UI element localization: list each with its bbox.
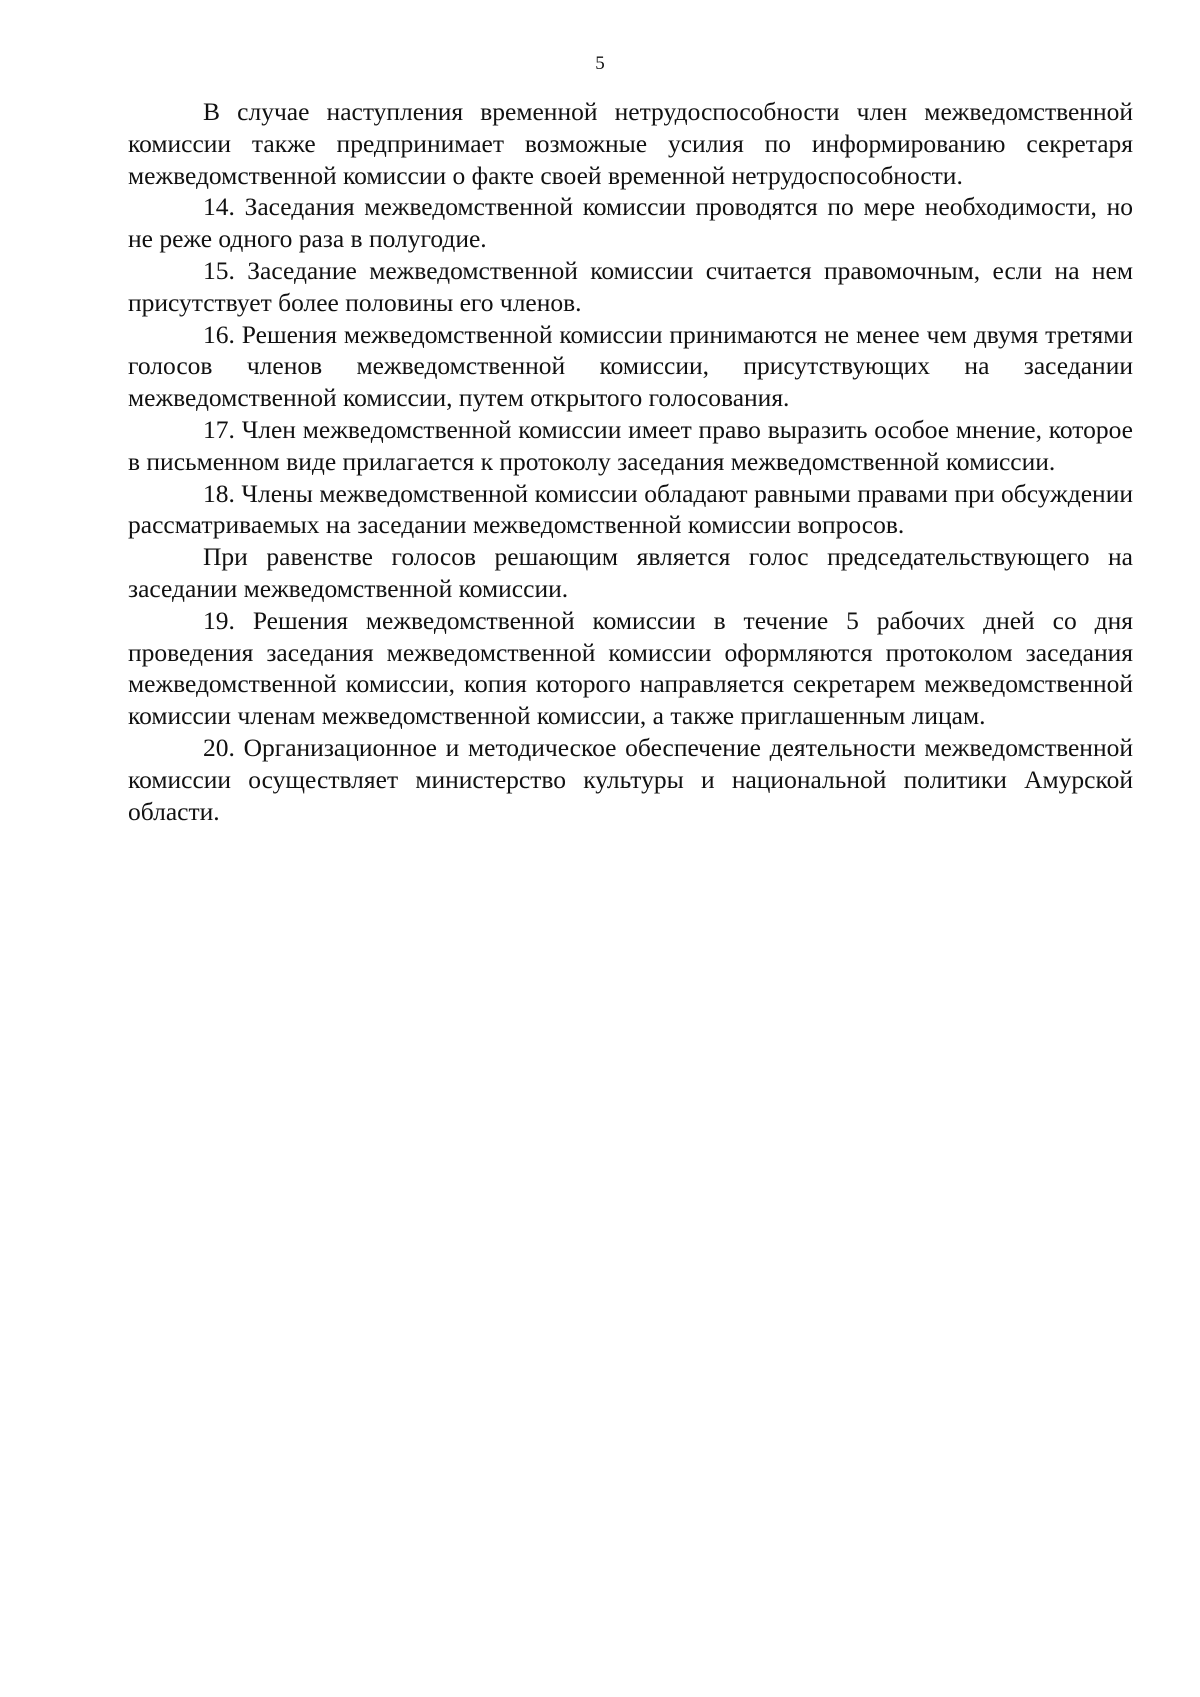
paragraph-17: 17. Член межведомственной комиссии имеет право выразить особое мнение, которое в письменном виде прилагается к протоколу заседания межведомственной комиссии. — [128, 414, 1133, 476]
paragraph-18-tie-vote: При равенстве голосов решающим является голос председательствующего на заседании межведомственной комиссии. — [128, 542, 1133, 603]
page-number: 5 — [595, 53, 605, 74]
document-body — [128, 96, 1133, 827]
paragraph-19: 19. Решения межведомственной комиссии в течение 5 рабочих дней со дня проведения заседания межведомственной комиссии оформляются протоколом заседания межведомственной комиссии, копия которого направляется секретарем межведомственной комиссии членам межведомственной комиссии, а также приглашенным лицам. — [128, 605, 1133, 731]
paragraph-18: 18. Члены межведомственной комиссии обладают равными правами при обсуждении рассматриваемых на заседании межведомственной комиссии вопросов. — [128, 478, 1133, 540]
paragraph-20: 20. Организационное и методическое обеспечение деятельности межведомственной комиссии осуществляет министерство культуры и национальной политики Амурской области. — [128, 732, 1133, 826]
paragraph-16: 16. Решения межведомственной комиссии принимаются не менее чем двумя третями голосов членов межведомственной комиссии, присутствующих на заседании межведомственной комиссии, путем открытого голосования. — [128, 319, 1133, 413]
paragraph-15: 15. Заседание межведомственной комиссии считается правомочным, если на нем присутствует более половины его членов. — [128, 255, 1133, 317]
paragraph-14: 14. Заседания межведомственной комиссии проводятся по мере необходимости, но не реже одного раза в полугодие. — [128, 192, 1133, 254]
paragraph-temporary-disability: В случае наступления временной нетрудоспособности член межведомственной комиссии также предпринимает возможные усилия по информированию секретаря межведомственной комиссии о факте своей временной нетрудоспособности. — [128, 97, 1133, 190]
